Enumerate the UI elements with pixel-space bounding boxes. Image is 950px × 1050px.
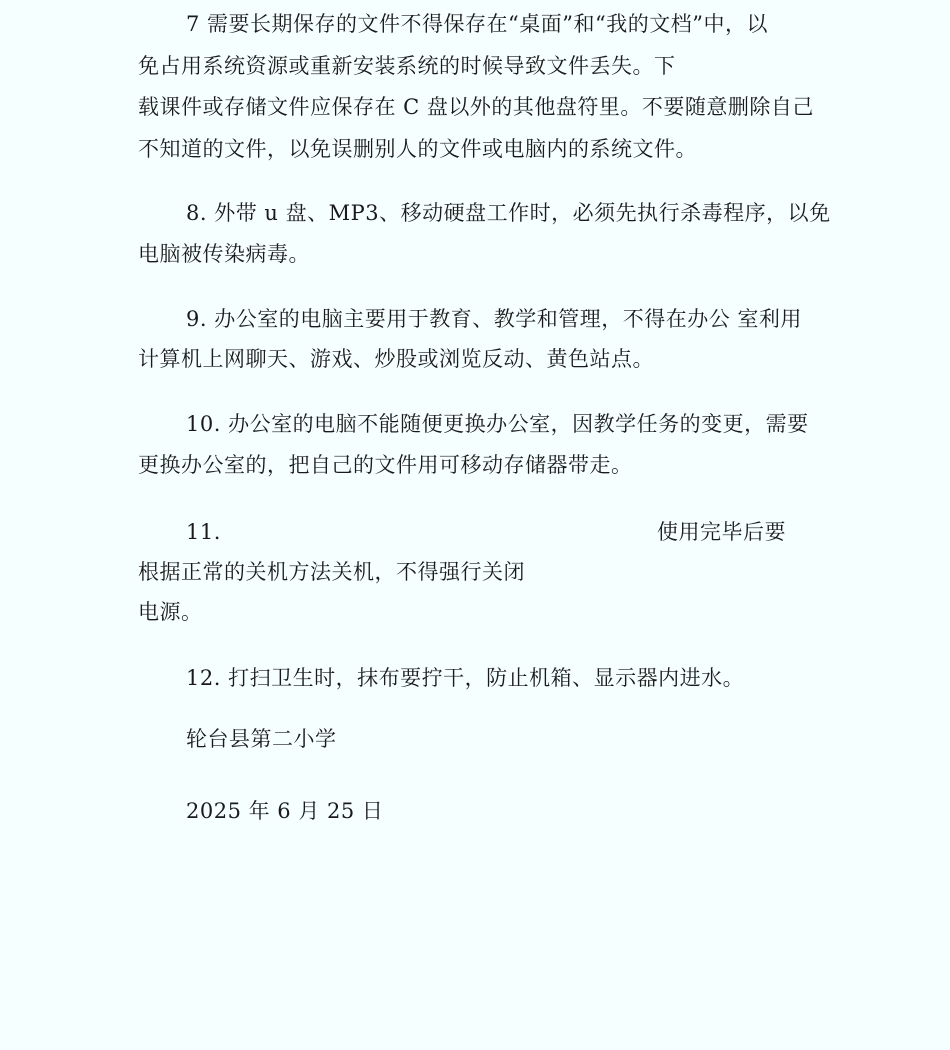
item10-line2: 更换办公室的，把自己的文件用可移动存储器带走。 [138,453,633,477]
signature-school: 轮台县第二小学 [186,727,337,751]
item11-number: 11. [186,520,221,544]
item7-line2: 免占用系统资源或重新安装系统的时候导致文件丢失。下 [138,54,676,78]
signature-date: 2025 年 6 月 25 日 [186,799,384,823]
item7-line3: 载课件或存储文件应保存在 C 盘以外的其他盘符里。不要随意删除自己 [138,95,814,119]
item11-line3: 电源。 [138,600,203,624]
item7-line1: 7 需要长期保存的文件不得保存在“桌面”和“我的文档”中，以 [186,12,768,36]
item9-line1: 9. 办公室的电脑主要用于教育、教学和管理，不得在办公 室利用 [186,307,802,331]
item8-line2: 电脑被传染病毒。 [138,242,310,266]
item10-line1: 10. 办公室的电脑不能随便更换办公室，因教学任务的变更，需要 [186,412,809,436]
item9-line2: 计算机上网聊天、游戏、炒股或浏览反动、黄色站点。 [138,347,654,371]
item7-line4: 不知道的文件，以免误删别人的文件或电脑内的系统文件。 [138,137,697,161]
item12-line1: 12. 打扫卫生时，抹布要拧干，防止机箱、显示器内进水。 [186,666,745,690]
item8-line1: 8. 外带 u 盘、MP3、移动硬盘工作时，必须先执行杀毒程序，以免 [186,201,831,225]
item11-line1-tail: 使用完毕后要 [657,520,786,544]
item11-line2: 根据正常的关机方法关机，不得强行关闭 [138,560,525,584]
